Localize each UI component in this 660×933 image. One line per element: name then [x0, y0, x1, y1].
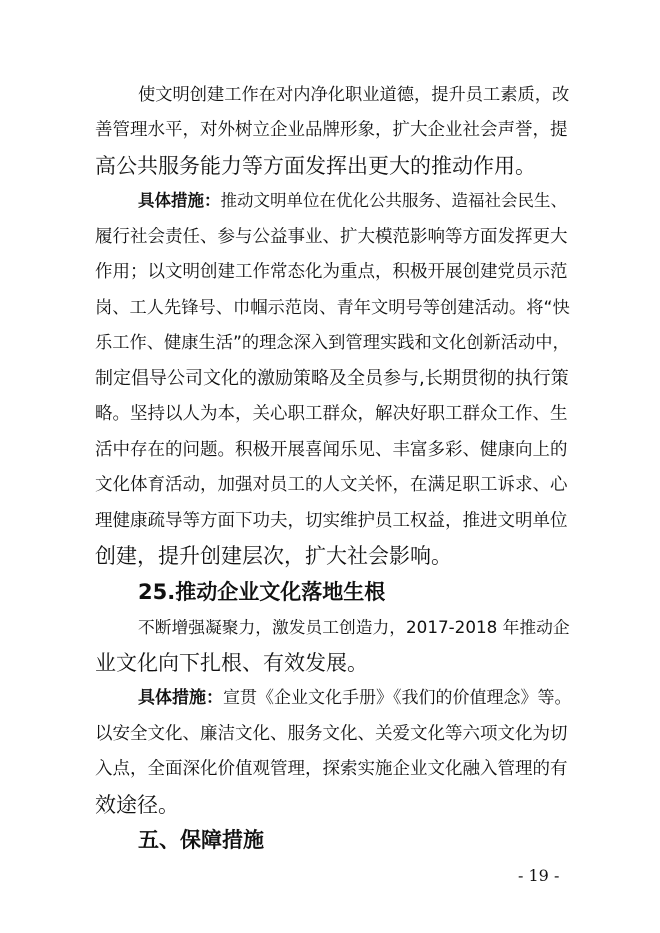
paragraph-line: 岗、工人先锋号、巾帼示范岗、青年文明号等创建活动。将“快 [95, 298, 570, 318]
paragraph-line: 业文化向下扎根、有效发展。 [95, 651, 368, 675]
paragraph-line: 效途径。 [95, 793, 179, 817]
paragraph-line: 创建，提升创建层次，扩大社会影响。 [95, 544, 452, 568]
paragraph-line: 入点，全面深化价值观管理，探索实施企业文化融入管理的有 [95, 759, 568, 779]
paragraph-line: 履行社会责任、参与公益事业、扩大模范影响等方面发挥更大 [95, 227, 568, 247]
paragraph-line: 略。坚持以人为本，关心职工群众，解决好职工群众工作、生 [95, 404, 568, 424]
paragraph-line: 以安全文化、廉洁文化、服务文化、关爱文化等六项文化为切 [95, 724, 568, 744]
paragraph-line [138, 189, 567, 213]
paragraph-line: 作用；以文明创建工作常态化为重点，积极开展创建党员示范 [95, 262, 568, 282]
paragraph-text: 推动文明单位在优化公共服务、造福社会民生、 [220, 191, 567, 210]
paragraph-line: 活中存在的问题。积极开展喜闻乐见、丰富多彩、健康向上的 [95, 440, 568, 460]
paragraph-line: 善管理水平，对外树立企业品牌形象，扩大企业社会声誉，提 [95, 120, 568, 140]
section-heading: 25.推动企业文化落地生根 [138, 580, 386, 604]
paragraph-text: 宣贯《企业文化手册》《我们的价值理念》等。 [223, 688, 572, 708]
page-number: - 19 - [518, 866, 560, 885]
paragraph-line [138, 686, 572, 710]
paragraph-line: 理健康疏导等方面下功夫，切实维护员工权益，推进文明单位 [95, 511, 568, 531]
measures-label: 具体措施： [138, 688, 223, 708]
paragraph-line: 高公共服务能力等方面发挥出更大的推动作用。 [95, 154, 536, 178]
paragraph-line: 文化体育活动，加强对员工的人文关怀，在满足职工诉求、心 [95, 475, 568, 495]
section-heading: 五、保障措施 [138, 828, 264, 852]
paragraph-line: 使文明创建工作在对内净化职业道德，提升员工素质，改 [138, 85, 570, 105]
paragraph-line: 乐工作、健康生活”的理念深入到管理实践和文化创新活动中， [95, 333, 570, 353]
measures-label: 具体措施： [138, 191, 221, 210]
paragraph-line: 制定倡导公司文化的激励策略及全员参与,长期贯彻的执行策 [95, 368, 569, 389]
paragraph-line: 不断增强凝聚力，激发员工创造力，2017-2018 年推动企 [138, 617, 570, 637]
